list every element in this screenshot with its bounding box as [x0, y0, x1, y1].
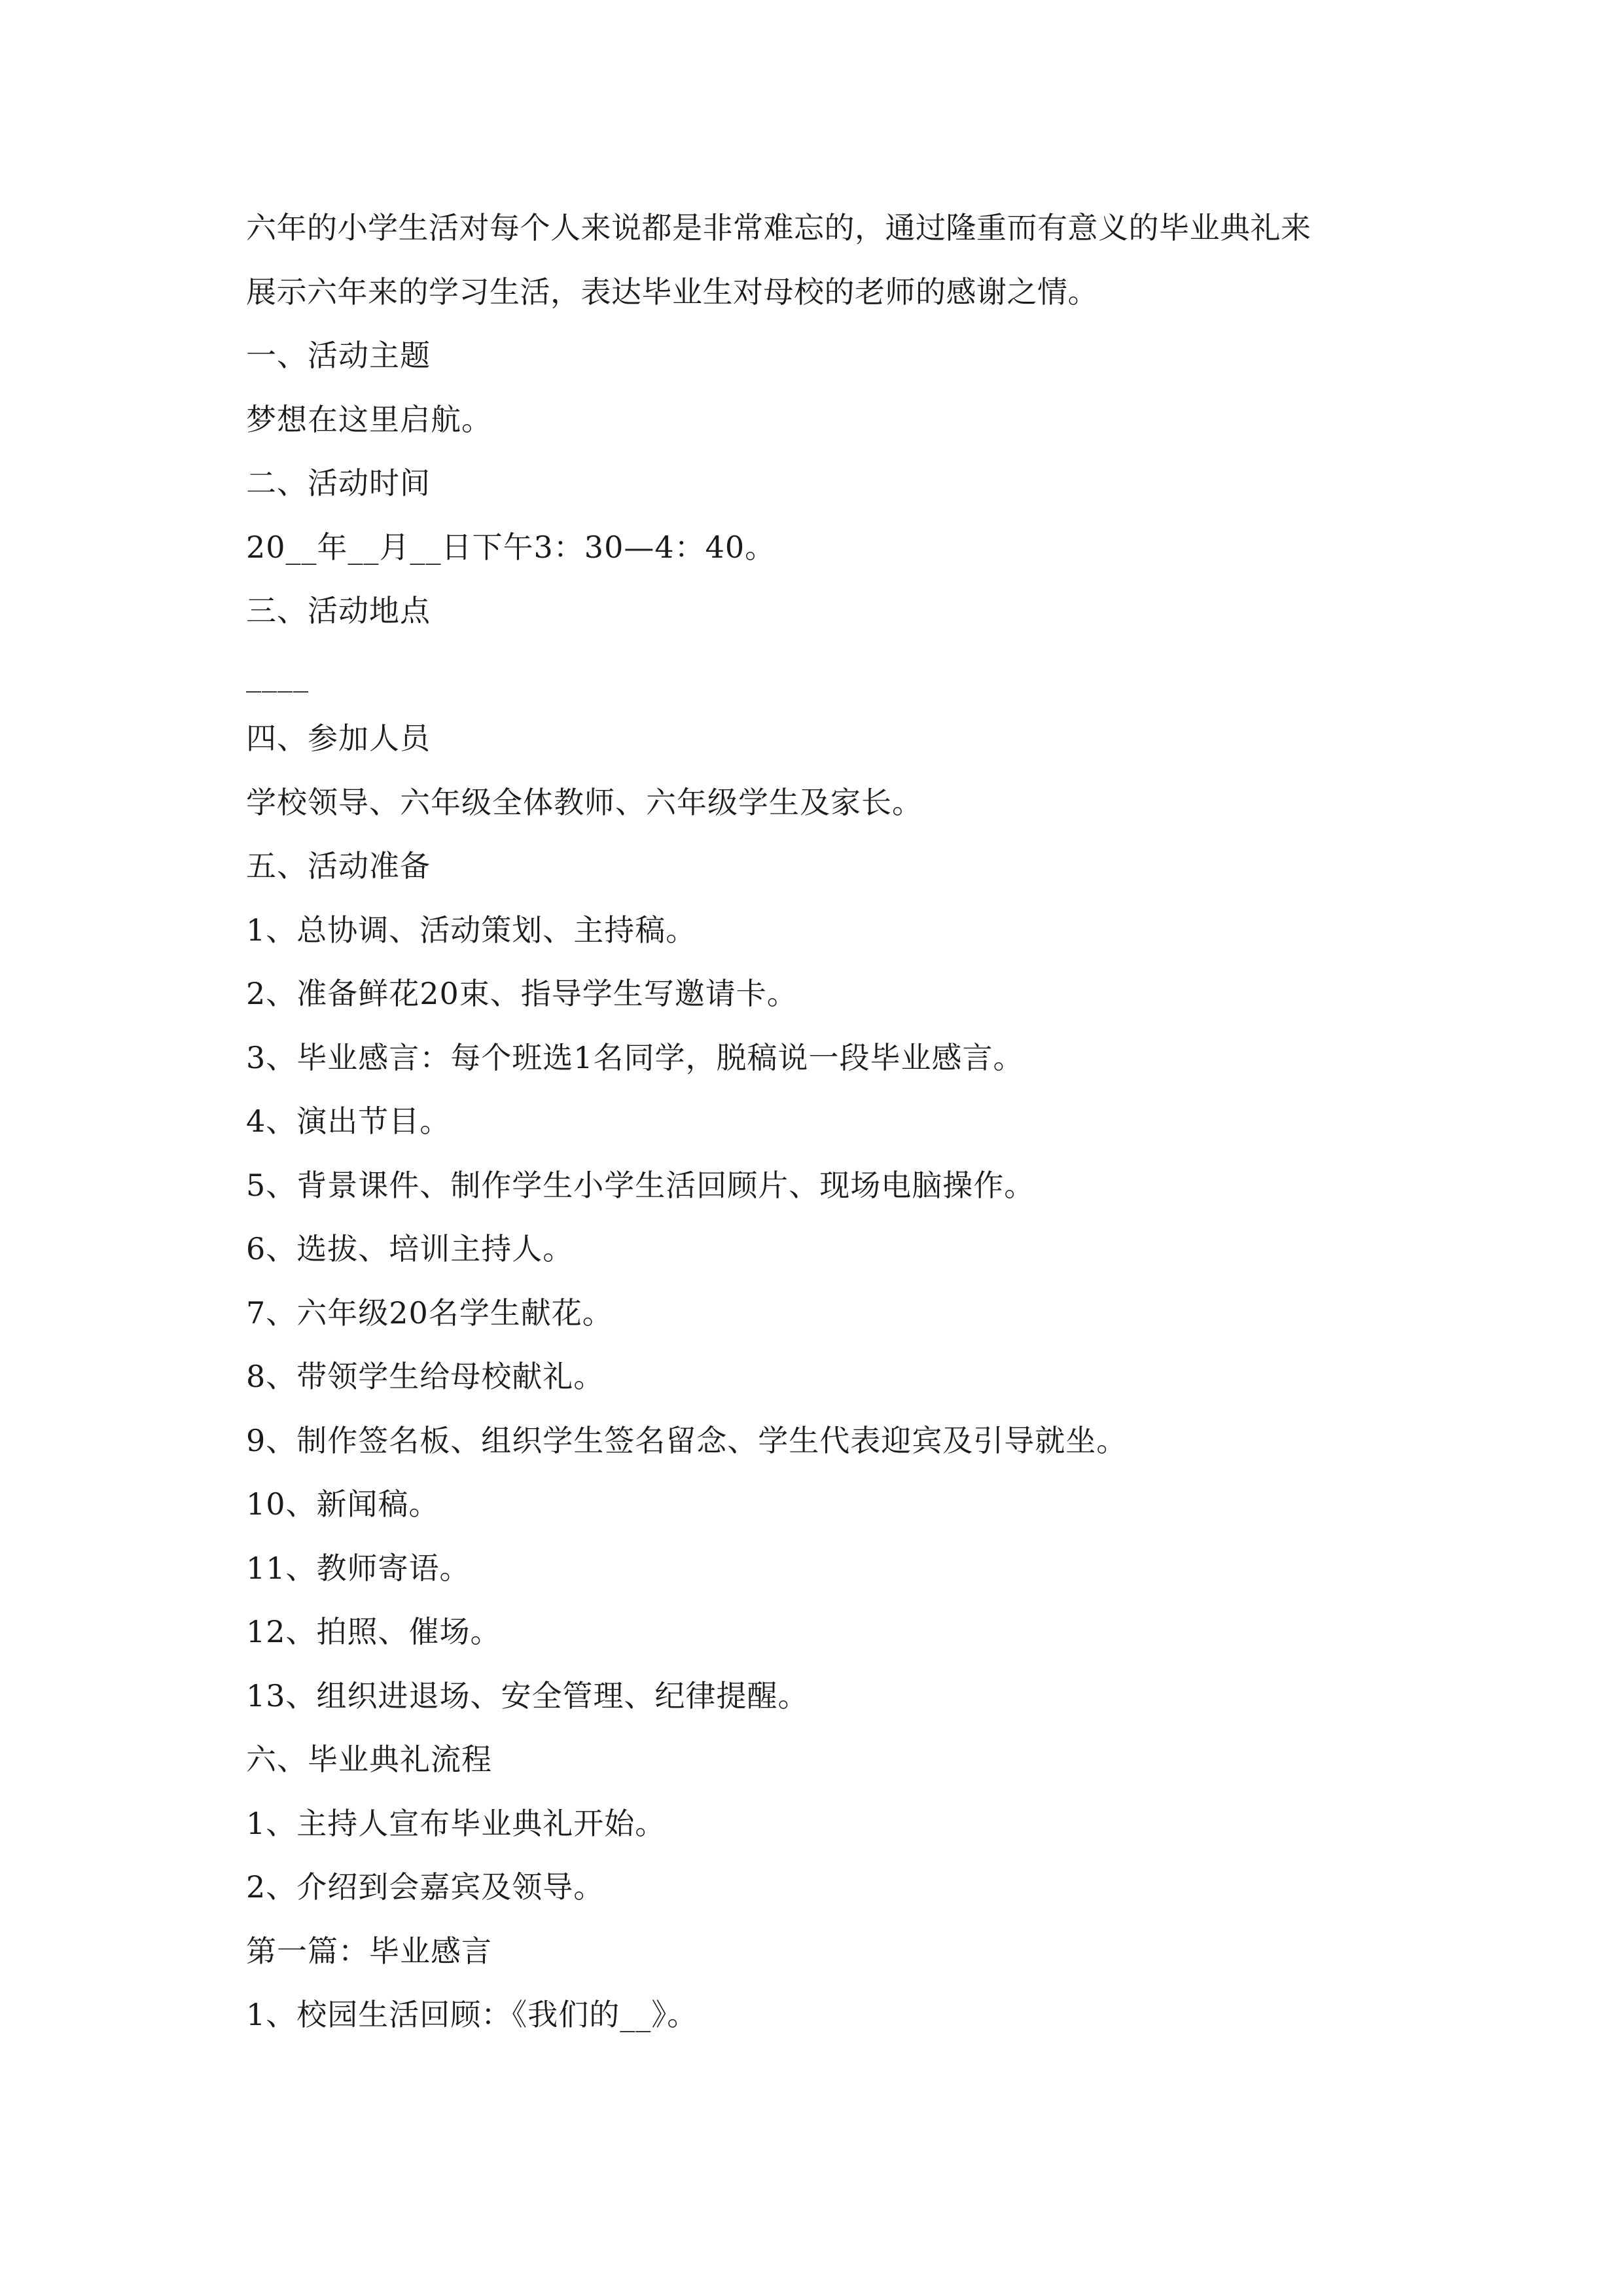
section-heading-procedure: 六、毕业典礼流程 — [246, 1742, 492, 1777]
document-body — [246, 196, 1398, 2047]
preparation-item-3: 3、毕业感言：每个班选1名同学，脱稿说一段毕业感言。 — [246, 1039, 1024, 1075]
preparation-item-4: 4、演出节目。 — [246, 1103, 451, 1139]
intro-paragraph-line-1: 六年的小学生活对每个人来说都是非常难忘的，通过隆重而有意义的毕业典礼来 — [246, 210, 1311, 245]
time-text: 20__年__月__日下午3：30—4：40。 — [246, 529, 776, 565]
preparation-item-1: 1、总协调、活动策划、主持稿。 — [246, 912, 697, 948]
procedure-item-2: 2、介绍到会嘉宾及领导。 — [246, 1869, 605, 1905]
preparation-item-7: 7、六年级20名学生献花。 — [246, 1295, 613, 1331]
preparation-item-5: 5、背景课件、制作学生小学生活回顾片、现场电脑操作。 — [246, 1167, 1035, 1203]
section-heading-theme: 一、活动主题 — [246, 338, 431, 373]
section-heading-preparation: 五、活动准备 — [246, 848, 431, 884]
section-heading-location: 三、活动地点 — [246, 593, 431, 628]
intro-paragraph-line-2: 展示六年来的学习生活，表达毕业生对母校的老师的感谢之情。 — [246, 274, 1098, 310]
preparation-item-2: 2、准备鲜花20束、指导学生写邀请卡。 — [246, 976, 798, 1011]
preparation-item-10: 10、新闻稿。 — [246, 1486, 440, 1522]
procedure-item-1: 1、主持人宣布毕业典礼开始。 — [246, 1805, 666, 1841]
part-1-item-1: 1、校园生活回顾：《我们的__》。 — [246, 1997, 698, 2032]
participants-text: 学校领导、六年级全体教师、六年级学生及家长。 — [246, 784, 923, 820]
preparation-item-12: 12、拍照、催场。 — [246, 1614, 501, 1649]
section-heading-time: 二、活动时间 — [246, 465, 431, 501]
preparation-item-13: 13、组织进退场、安全管理、纪律提醒。 — [246, 1677, 809, 1713]
preparation-item-9: 9、制作签名板、组织学生签名留念、学生代表迎宾及引导就坐。 — [246, 1422, 1128, 1458]
preparation-item-8: 8、带领学生给母校献礼。 — [246, 1359, 605, 1394]
part-heading-1: 第一篇：毕业感言 — [246, 1933, 492, 1969]
location-blank: ____ — [246, 656, 309, 692]
theme-text: 梦想在这里启航。 — [246, 401, 492, 437]
preparation-item-11: 11、教师寄语。 — [246, 1550, 471, 1586]
section-heading-participants: 四、参加人员 — [246, 721, 431, 756]
preparation-item-6: 6、选拔、培训主持人。 — [246, 1231, 574, 1266]
